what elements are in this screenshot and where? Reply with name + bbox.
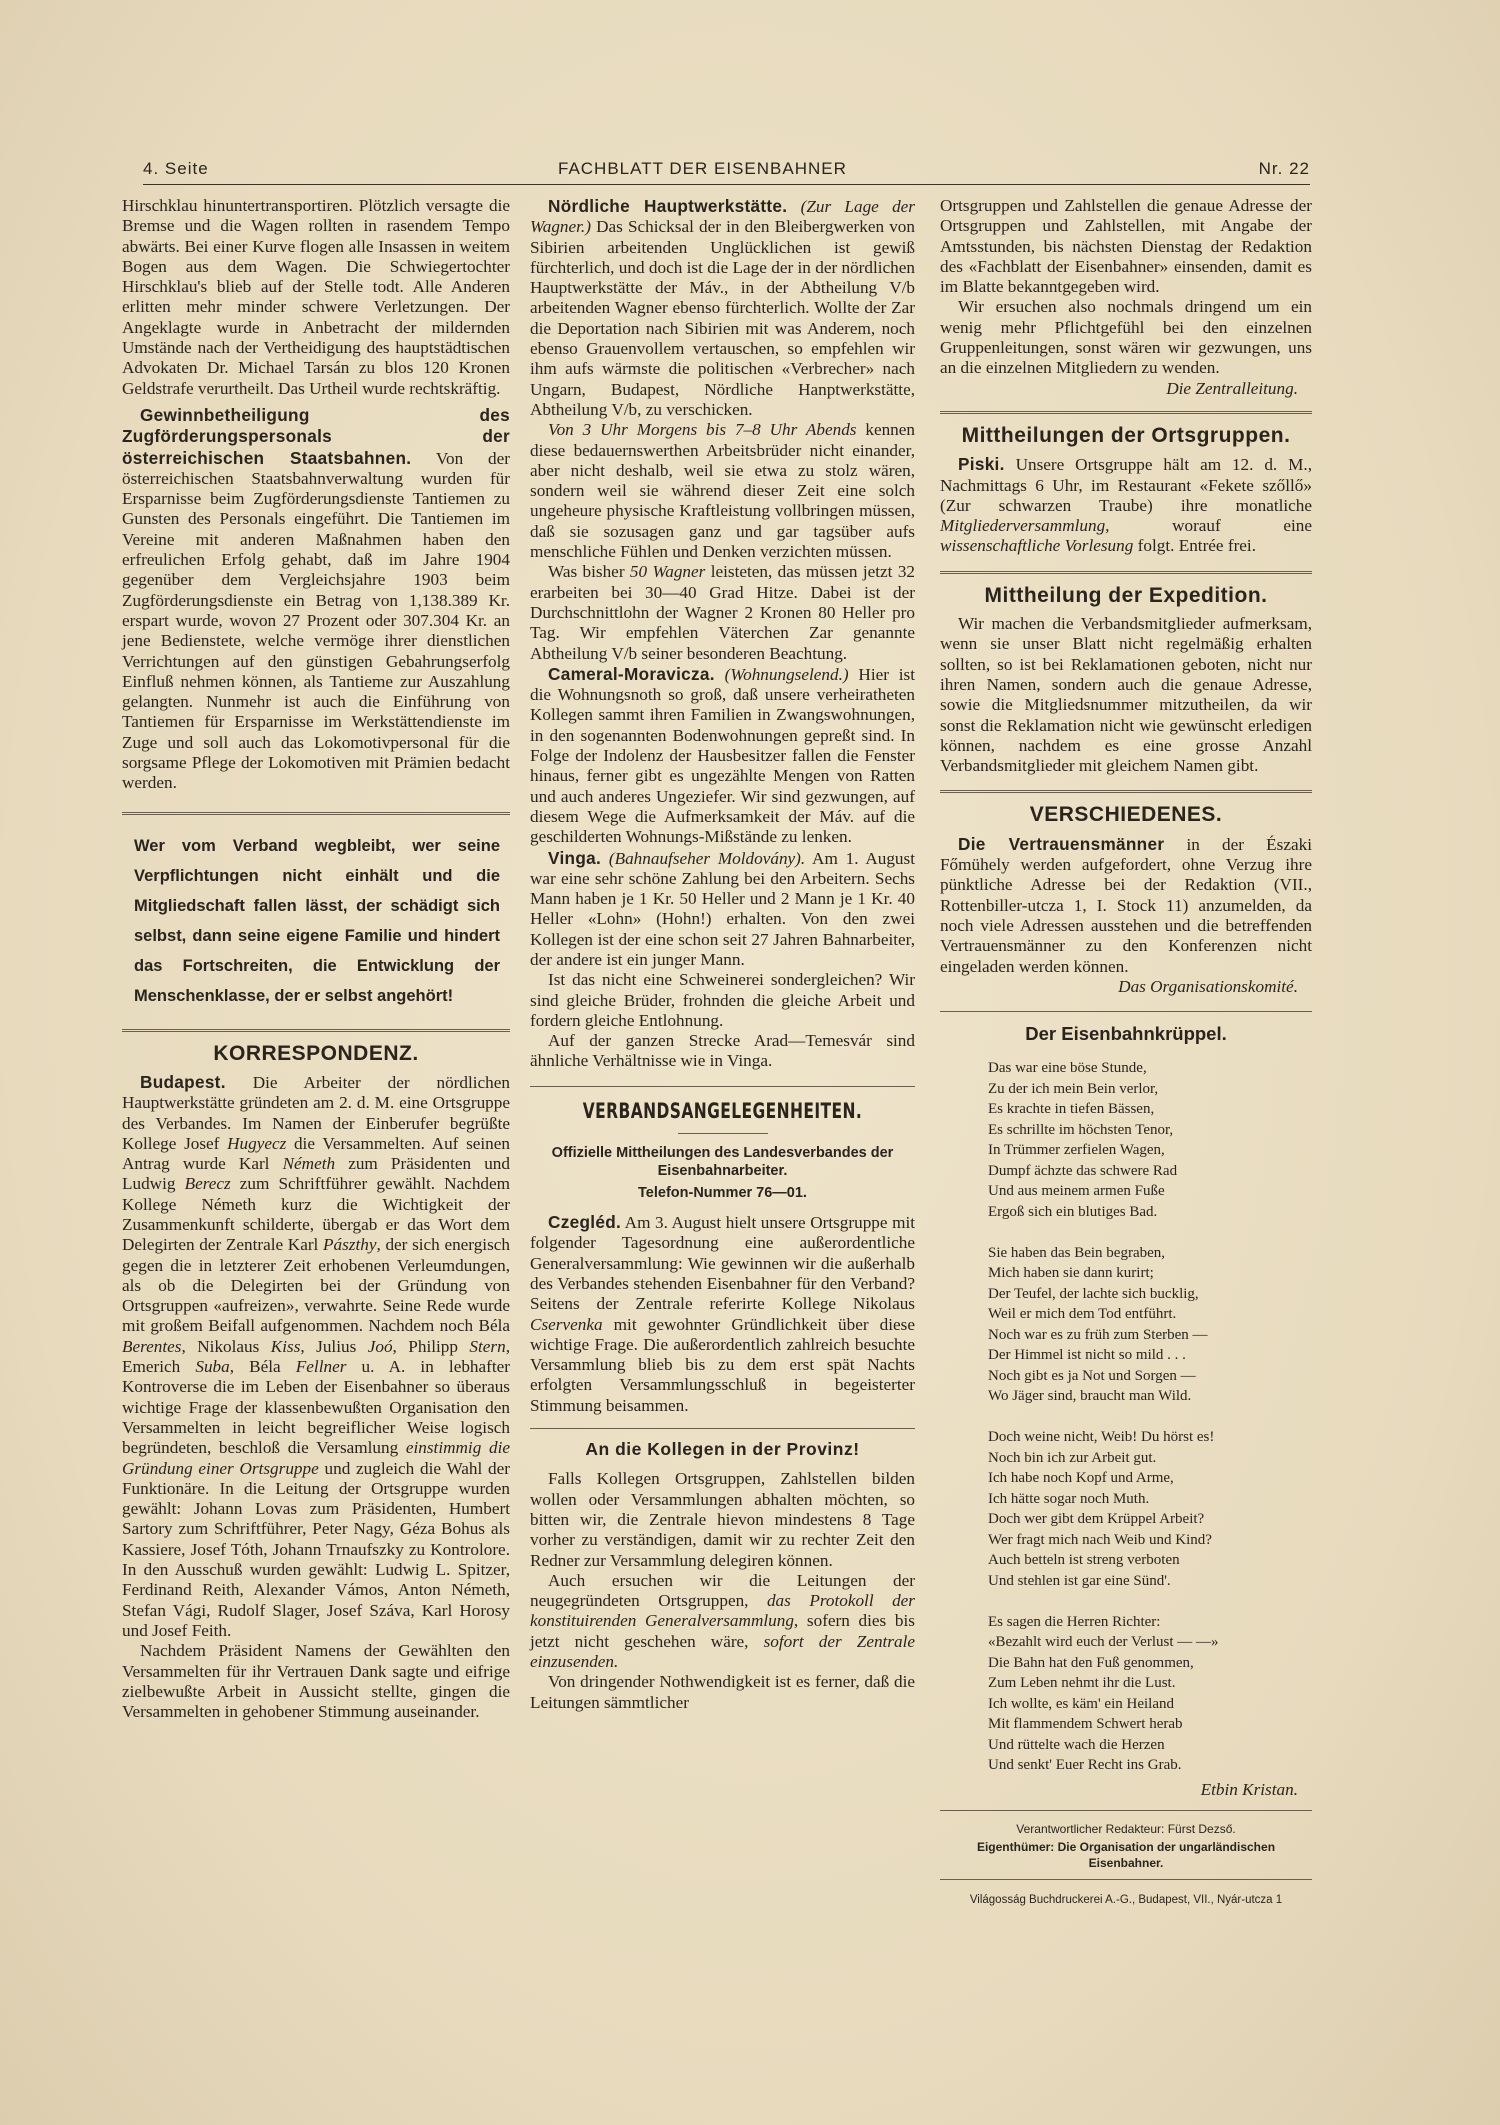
page-header [143, 156, 1310, 185]
poem-line: Mit flammendem Schwert herab [988, 1716, 1183, 1733]
membership-notice: Wer vom Verband wegbleibt, wer seine Verpflichtungen nicht einhält und die Mitgliedschaft fallen lässt, der schädigt sich selbst, dann seine eigene Familie und hindert das Fortschreiten, die Entwicklung der Menschenklasse, der er selbst angehört! [134, 836, 500, 1005]
article-vinga: Vinga. (Bahnaufseher Moldovány). Am 1. August war eine sehr schöne Zahlung bei den Arbeitern. Sechs Mann haben je 1 Kr. 50 Heller und 2 Mann je 1 Kr. 40 Heller «Lohn» (Hohn!) erhalten. Von den zwei Kollegen ist der eine schon seit 27 Jahren Bahnarbeiter, der andere ist ein junger Mann. [530, 847, 915, 969]
divider [940, 790, 1312, 793]
article-cameral-moravicza: Cameral-Moravicza. (Wohnungselend.) Hier ist die Wohnungsnoth so groß, daß unsere verheiratheten Kollegen sammt ihren Familien in Zwangswohnungen, in den sogenannten Bodenwohnungen gepreßt sind. In Folge der Indolenz der Hausbesitzer fallen die Fenster hinaus, ferner gibt es ungezählte Mengen von Ratten und auch anderes Ungeziefer. Wir sind gezwungen, auf diesem Wege die Aufmerksamkeit der Máv. auf die geschilderten Wohnungs-Mißstände zu lenken. [530, 663, 916, 847]
poem-line: Wo Jäger sind, braucht man Wild. [988, 1388, 1192, 1405]
poem-line: Und aus meinem armen Fuße [988, 1183, 1165, 1200]
telephone-number: Telefon-Nummer 76—01. [638, 1185, 807, 1202]
poem-line: Zu der ich mein Bein verlor, [988, 1080, 1159, 1097]
imprint-owner: Eigenthümer: Die Organisation der ungarländischen Eisenbahner. [976, 1840, 1276, 1871]
newspaper-title: FACHBLATT DER EISENBAHNER [558, 159, 847, 178]
poem-line: «Bezahlt wird euch der Verlust — —» [988, 1634, 1219, 1651]
article-paragraph: Ist das nicht eine Schweinerei sondergleichen? Wir sind gleiche Brüder, frohnden die gleiche Arbeit und fordern gleiche Entlohnung. [530, 970, 915, 1030]
poem-line: Auch betteln ist streng verboten [988, 1552, 1180, 1569]
poem-line: Es schrillte im höchsten Tenor, [988, 1121, 1174, 1138]
poem [988, 1058, 1312, 1776]
article-paragraph: Was bisher 50 Wagner leisteten, das müssen jetzt 32 erarbeiten bei 30—40 Grad Hitze. Dabei ist der Durchschnittlohn der Wagner 2 Kronen 80 Heller pro Tag. Wir empfehlen Väterchen Zar genannte Abtheilung V/b seiner besonderen Beachtung. [530, 562, 916, 663]
section-title-expedition: Mittheilung der Expedition. [984, 583, 1268, 607]
poem-line: Noch war es zu früh zum Sterben — [988, 1326, 1208, 1343]
poem-stanza [988, 1612, 1312, 1776]
article-budapest-end: Nachdem Präsident Namens der Gewählten den Versammelten für ihr Vertrauen Dank sagte und eifrige zielbewußte Arbeit in Aussicht stellte, gingen die Versammelten in gehobener Stimmung auseinander. [122, 1641, 510, 1722]
poem-line: Doch weine nicht, Weib! Du hörst es! [988, 1429, 1215, 1446]
page-number: 4. Seite [143, 159, 209, 178]
article-paragraph: Auf der ganzen Strecke Arad—Temesvár sind ähnliche Verhältnisse wie in Vinga. [530, 1031, 915, 1071]
article-noerdliche-hauptwerkstaette: Nördliche Hauptwerkstätte. (Zur Lage der Wagner.) Das Schicksal der in den Bleibergwerken von Sibirien arbeitenden Unglücklichen ist gewiß fürchterlich, und doch ist die Lage der in der nördlichen Hauptwerkstätte der Máv., in der Abtheilung V/b arbeitenden Wagner ebenso fürchterlich. Wollte der Zar die Deportation nach Sibirien mit was Anderem, noch ebenso Grauenvollem vertauschen, so empfehlen wir ihm aufs wärmste die politischen «Verbrecher» nach Ungarn, Budapest, Nördliche Hanptwerkstätte, Abtheilung V/b, zu verschicken. [530, 196, 915, 419]
section-title-ortsgruppen: Mittheilungen der Ortsgruppen. [961, 423, 1291, 447]
section-title-verschiedenes: VERSCHIEDENES. [1029, 803, 1223, 827]
poem-line: Doch wer gibt dem Krüppel Arbeit? [988, 1511, 1205, 1528]
article-vertrauensmaenner: Die Vertrauensmänner in der Északi Főmühely werden aufgefordert, ohne Verzug ihre pünktliche Adresse bei der Redaktion (VII., Rottenbiller-utcza 1, I. Stock 11) anzumelden, da noch viele Adressen ausstehen und die betreffenden Vertrauensmänner zu den Konferenzen nicht eingeladen werden können. [940, 833, 1312, 976]
poem-line: Und rüttelte wach die Herzen [988, 1736, 1165, 1753]
poem-line: Sie haben das Bein begraben, [988, 1244, 1166, 1261]
article-czegled: Czegléd. Am 3. August hielt unsere Ortsgruppe mit folgender Tagesordnung eine außerordentliche Generalversammlung: Wie gewinnen wir die außerhalb des Verbandes stehenden Eisenbahner für den Verband? Seitens der Zentrale referirte Kollege Nikolaus Cservenka mit gewohnter Gründlichkeit über diese wichtige Frage. Die außerordentlich zahlreich besuchte Versammlung blieb bis zu dem erst spät Nachts erfolgten Versammlungsschluß in begeisterter Stimmung beisammen. [530, 1212, 915, 1415]
poem-line: Die Bahn hat den Fuß genommen, [988, 1654, 1194, 1671]
poem-line: Es sagen die Herren Richter: [988, 1613, 1161, 1630]
issue-number: Nr. 22 [1258, 159, 1310, 178]
article-continuation: Ortsgruppen und Zahlstellen die genaue Adresse der Ortsgruppen und Zahlstellen, mit Angabe der Amtsstunden, bis nächsten Dienstag der Redaktion des «Fachblatt der Eisenbahner» einsenden, damit es im Blatte bekanntgegeben wird. [940, 196, 1312, 297]
poem-line: Ich wollte, es käm' ein Heiland [988, 1695, 1174, 1712]
poem-line: Und stehlen ist gar eine Sünd'. [988, 1572, 1171, 1589]
divider [940, 1810, 1312, 1811]
poem-line: In Trümmer zerfielen Wagen, [988, 1142, 1165, 1159]
poem-stanza [988, 1058, 1312, 1222]
poem-line: Wer fragt mich nach Weib und Kind? [988, 1531, 1212, 1548]
poem-line: Es krachte in tiefen Bässen, [988, 1101, 1155, 1118]
poem-line: Das war eine böse Stunde, [988, 1060, 1147, 1077]
poem-line: Weil er mich dem Tod entführt. [988, 1306, 1177, 1323]
poem-line: Der Himmel ist nicht so mild . . . [988, 1347, 1186, 1364]
printer-line: Világosság Buchdruckerei A.-G., Budapest, VII., Nyár-utcza 1 [969, 1894, 1283, 1907]
poem-line: Dumpf ächzte das schwere Rad [988, 1162, 1178, 1179]
section-title-provinz: An die Kollegen in der Provinz! [585, 1439, 860, 1460]
divider [940, 1011, 1312, 1012]
imprint-editor: Verantwortlicher Redakteur: Fürst Dezső. [1016, 1822, 1236, 1837]
divider [940, 1879, 1312, 1880]
article-paragraph: Von dringender Nothwendigkeit ist es ferner, daß die Leitungen sämmtlicher [530, 1672, 915, 1712]
article-gewinnbetheiligung: Gewinnbetheiligung des Zugförderungspersonals der österreichischen Staatsbahnen. Von der österreichischen Staatsbahnverwaltung wurden für Ersparnisse beim Zugförderungsdienste Tantiemen zu Gunsten des Personals eingeführt. Die Tantiemen im Vereine mit anderen Maßnahmen haben den erfreulichen Erfolg gehabt, daß im Jahre 1904 gegenüber dem Vergleichsjahre 1903 beim Zugförderungsdienste ein Betrag von 1,138.389 Kr. erspart wurde, wovon 27 Prozent oder 307.304 Kr. an jene Bedienstete, welche vermöge ihrer dienstlichen Verrichtungen auf den günstigen Gebahrungserfolg Einfluß nehmen können, als Tantieme zur Auszahlung gelangten. Nunmehr ist auch die Einführung von Tantiemen für Ersparnisse im Werkstättendienste im Zuge und soll auch das Lokomotivpersonal für die sorgsame Pflege der Lokomotiven mit Prämien bedacht werden. [122, 404, 510, 793]
poem-stanza [988, 1427, 1312, 1591]
poem-line: Zum Leben nehmt ihr die Lust. [988, 1675, 1176, 1692]
divider [530, 1086, 915, 1087]
column-1 [122, 196, 510, 1722]
signature: Die Zentralleitung. [1166, 378, 1298, 398]
poem-line: Und senkt' Euer Recht ins Grab. [988, 1757, 1182, 1774]
article-paragraph: Wir ersuchen also nochmals dringend um ein wenig mehr Pflichtgefühl bei den einzelnen Gruppenleitungen, sonst wären wir gezwungen, uns an die einzelnen Mitgliedern zu wenden. [940, 297, 1312, 378]
poem-stanza [988, 1243, 1312, 1407]
divider [530, 1428, 915, 1429]
poem-line: Ich habe noch Kopf und Arme, [988, 1470, 1174, 1487]
divider [940, 571, 1312, 574]
signature: Das Organisationskomité. [1118, 976, 1298, 996]
section-title-verbandsangelegenheiten: VERBANDSANGELEGENHEITEN. [582, 1098, 863, 1123]
column-3 [940, 196, 1312, 1910]
poem-line: Der Teufel, der lachte sich bucklig, [988, 1285, 1199, 1302]
divider [122, 1029, 510, 1032]
poem-line: Noch bin ich zur Arbeit gut. [988, 1449, 1157, 1466]
divider [122, 812, 510, 815]
article-paragraph: Falls Kollegen Ortsgruppen, Zahlstellen bilden wollen oder Versammlungen abhalten möchten, so bitten wir, die Zentrale hievon mindestens 8 Tage vorher zu verständigen, damit wir zu rechter Zeit den Redner zur Versammlung delegiren können. [530, 1469, 915, 1570]
article-budapest: Budapest. Die Arbeiter der nördlichen Hauptwerkstätte gründeten am 2. d. M. eine Ortsgruppe des Verbandes. Im Namen der Einberufer begrüßte Kollege Josef Hugyecz die Versammelten. Auf seinen Antrag wurde Karl Németh zum Präsidenten und Ludwig Berecz zum Schriftführer gewählt. Nachdem Kollege Németh kurz die Wichtigkeit der Zusammenkunft schilderte, übergab er das Wort dem Delegirten der Zentrale Karl Pászthy, der sich energisch gegen die in letzterer Zeit erhobenen Verleumdungen, als ob die Delegirten bei der Gründung von Ortsgruppen «aufreizen», verwahrte. Seine Rede wurde mit großem Beifall aufgenommen. Nachdem noch Béla Berentes, Nikolaus Kiss, Julius Joó, Philipp Stern, Emerich Suba, Béla Fellner u. A. in lebhafter Kontroverse die im Leben der Eisenbahner so überaus wichtige Frage der klassenbewußten Organisation den Versammelten in leicht begreiflicher Weise logisch begründeten, beschloß die Versamlung einstimmig die Gründung einer Ortsgruppe und zugleich die Wahl der Funktionäre. In die Leitung der Ortsgruppe wurden gewählt: Johann Lovas zum Präsidenten, Humbert Sartory zum Schriftführer, Peter Nagy, Géza Bohus als Kassiere, Josef Tóth, Johann Trnaufszky zu Kontrolore. In den Ausschuß wurden gewählt: Ludwig L. Spitzer, Ferdinand Reith, Alexander Vámos, Anton Németh, Stefan Vági, Rudolf Slager, Josef Száva, Karl Horosy und Josef Feith. [122, 1071, 511, 1640]
divider [678, 1133, 768, 1134]
column-2 [530, 196, 915, 1713]
article-paragraph: Auch ersuchen wir die Leitungen der neugegründeten Ortsgruppen, das Protokoll der konstituirenden Generalversammlung, sofern dies bis jetzt nicht geschehen wäre, sofort der Zentrale einzusenden. [530, 1570, 915, 1671]
section-title-korrespondenz: KORRESPONDENZ. [213, 1041, 419, 1065]
divider [940, 411, 1312, 414]
poem-line: Ergoß sich ein blutiges Bad. [988, 1203, 1158, 1220]
article-piski: Piski. Unsere Ortsgruppe hält am 12. d. M., Nachmittags 6 Uhr, im Restaurant «Fekete szőllő» (Zur schwarzen Traube) ihre monatliche Mitgliederversammlung, worauf eine wissenschaftliche Vorlesung folgt. Entrée frei. [940, 454, 1312, 556]
article-heading: Gewinnbetheiligung des Zugförderungspersonals der österreichischen Staatsbahnen. [122, 404, 510, 468]
poem-title: Der Eisenbahnkrüppel. [1025, 1023, 1227, 1045]
poem-line: Noch gibt es ja Not und Sorgen — [988, 1367, 1196, 1384]
article-paragraph: Von 3 Uhr Morgens bis 7–8 Uhr Abends kennen diese bedauernswerthen Arbeitsbrüder nicht einander, aber nicht deshalb, weil sie etwa zu stolz wären, sondern weil sie während dieser Zeit eine solch ungeheure physische Kraftleistung vollbringen müssen, daß sie sozusagen ganz und gar tagsüber aufs menschliche Fühlen und Denken verzichten müssen. [530, 420, 915, 562]
article-expedition: Wir machen die Verbandsmitglieder aufmerksam, wenn sie unser Blatt nicht regelmäßig erhalten sollten, so ist bei Reklamationen geboten, nicht nur ihren Namen, sondern auch die genaue Adresse, sowie die Mitgliedsnummer mitzutheilen, da wir sonst die Reklamation nicht wie gewünscht erledigen können, nachdem es eine grosse Anzahl Verbandsmitglieder mit gleichem Namen gibt. [940, 614, 1312, 776]
official-subtitle: Offizielle Mittheilungen des Landesverbandes der Eisenbahnarbeiter. [551, 1145, 894, 1180]
poem-author: Etbin Kristan. [1200, 1779, 1298, 1799]
poem-line: Mich haben sie dann kurirt; [988, 1265, 1154, 1282]
article-continuation: Hirschklau hinuntertransportiren. Plötzlich versagte die Bremse und die Wagen rollten in rasendem Tempo abwärts. Bei einer Kurve flogen alle Insassen in weitem Bogen aus dem Wagen. Die Schwiegertochter Hirschklau's blieb auf der Stelle todt. Alle Anderen erlitten mehr minder schwere Verletzungen. Der Angeklagte wurde in Anbetracht der mildernden Umstände nach der Vertheidigung des hauptstädtischen Advokaten Dr. Michael Tarsán zu blos 120 Kronen Geldstrafe verurtheilt. Das Urtheil wurde rechtskräftig. [122, 196, 510, 398]
poem-line: Ich hätte sogar noch Muth. [988, 1490, 1150, 1507]
